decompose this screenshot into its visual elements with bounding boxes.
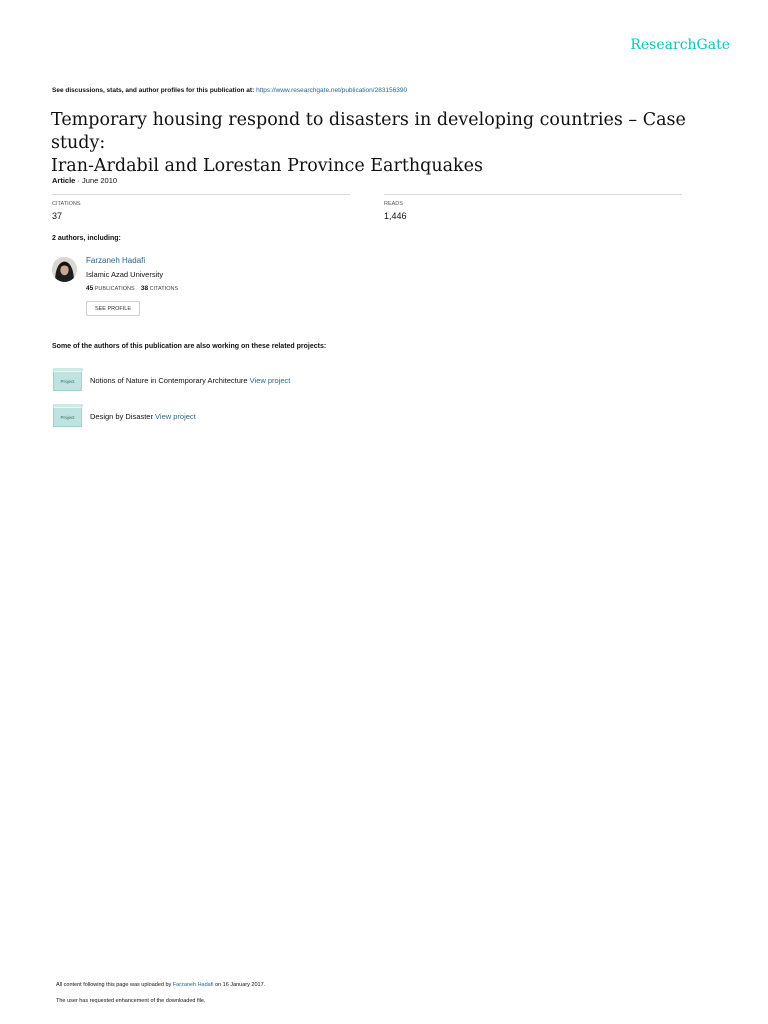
project-text	[90, 412, 196, 421]
discussion-text: See discussions, stats, and author profiles for this publication at:	[52, 87, 255, 94]
discussion-line	[52, 87, 652, 94]
publication-title	[51, 109, 741, 178]
citations-value: 37	[52, 211, 63, 221]
article-date: June 2010	[82, 176, 118, 185]
project-folder-icon	[52, 404, 83, 428]
article-meta	[52, 176, 117, 185]
author-citations-label: CITATIONS	[149, 286, 179, 292]
meta-separator: ·	[77, 176, 83, 185]
project-folder-label: Project	[53, 371, 82, 391]
author-publications-count: 45	[86, 285, 94, 292]
upload-suffix: on 16 January 2017.	[215, 982, 266, 988]
citations-divider	[52, 194, 350, 195]
related-projects-heading: Some of the authors of this publication are also working on these related projects:	[52, 343, 327, 350]
article-type: Article	[52, 176, 76, 185]
enhancement-note: The user has requested enhancement of the downloaded file.	[56, 998, 206, 1004]
upload-prefix: All content following this page was uploaded by	[56, 982, 172, 988]
publication-title-line-1: Temporary housing respond to disasters in developing countries – Case study:	[51, 110, 686, 153]
author-name-link[interactable]: Farzaneh Hadafi	[86, 256, 146, 265]
reads-value: 1,446	[384, 211, 407, 221]
see-profile-button[interactable]: SEE PROFILE	[86, 301, 140, 316]
project-folder-icon	[52, 368, 83, 392]
project-text	[90, 376, 290, 385]
authors-heading: 2 authors, including:	[52, 235, 121, 242]
author-affiliation: Islamic Azad University	[86, 270, 164, 279]
reads-divider	[384, 194, 682, 195]
publication-link[interactable]: https://www.researchgate.net/publication/283156390	[256, 87, 408, 94]
project-title: Design by Disaster	[90, 412, 153, 421]
upload-notice	[56, 982, 265, 988]
author-stats	[86, 285, 178, 292]
publication-title-line-2: Iran-Ardabil and Lorestan Province Earthquakes	[51, 156, 483, 176]
reads-label: READS	[384, 201, 403, 207]
researchgate-logo[interactable]: ResearchGate	[630, 37, 730, 53]
author-publications-label: PUBLICATIONS	[94, 286, 135, 292]
view-project-link[interactable]: View project	[249, 376, 291, 385]
uploader-link[interactable]: Farzaneh Hadafi	[172, 982, 214, 988]
author-citations-count: 38	[140, 285, 149, 292]
view-project-link[interactable]: View project	[155, 412, 196, 421]
author-avatar[interactable]	[52, 257, 77, 282]
author-photo-icon	[52, 257, 77, 282]
project-folder-label: Project	[53, 407, 82, 427]
project-title: Notions of Nature in Contemporary Architecture	[90, 376, 248, 385]
citations-label: CITATIONS	[52, 201, 81, 207]
